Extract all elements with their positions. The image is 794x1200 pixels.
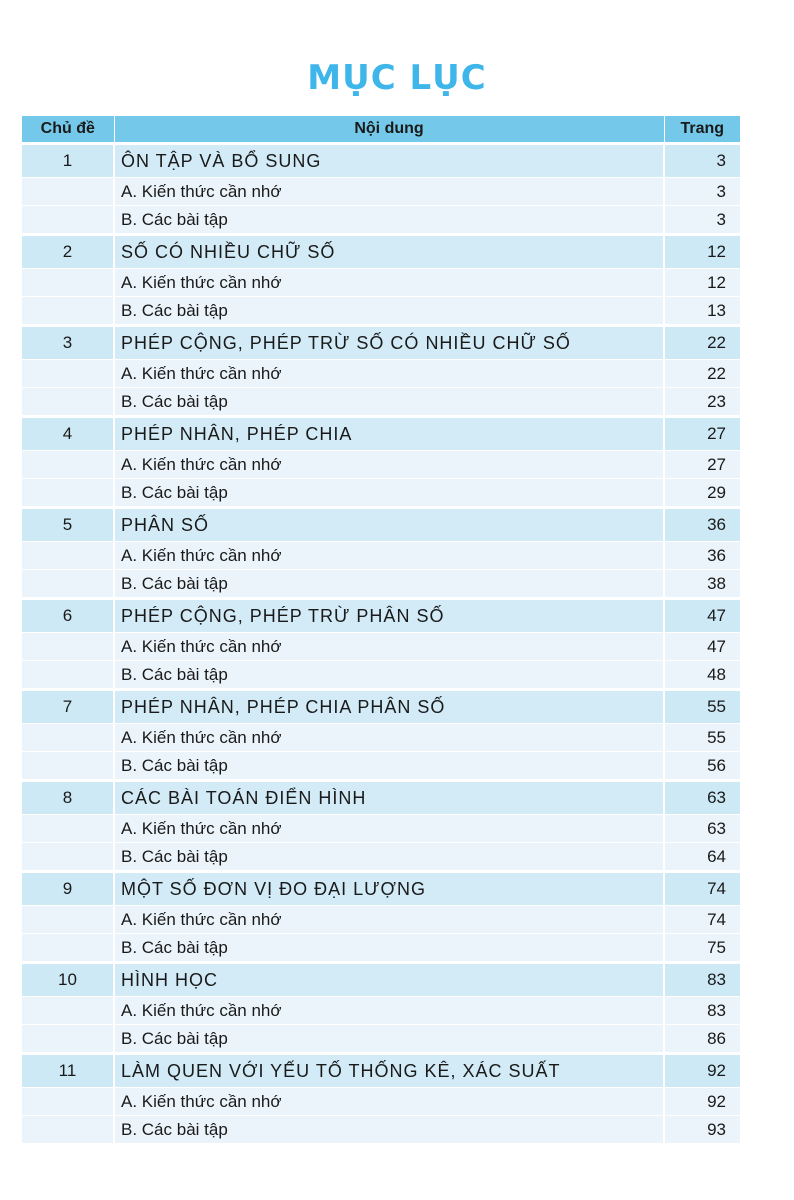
content-cell: LÀM QUEN VỚI YẾU TỐ THỐNG KÊ, XÁC SUẤT [114, 1054, 664, 1088]
topic-number: 9 [22, 872, 114, 906]
subtopic-row [22, 479, 740, 508]
topic-number: 6 [22, 599, 114, 633]
content-cell: CÁC BÀI TOÁN ĐIỂN HÌNH [114, 781, 664, 815]
page-number: 22 [664, 326, 740, 360]
page-number: 86 [664, 1025, 740, 1054]
page-number: 56 [664, 752, 740, 781]
content-cell: SỐ CÓ NHIỀU CHỮ SỐ [114, 235, 664, 269]
page-number: 3 [664, 144, 740, 178]
content-cell: PHÉP NHÂN, PHÉP CHIA PHÂN SỐ [114, 690, 664, 724]
page-number: 47 [664, 633, 740, 661]
content-cell: PHÉP NHÂN, PHÉP CHIA [114, 417, 664, 451]
header-content: Nội dung [114, 116, 664, 144]
page-number: 93 [664, 1116, 740, 1144]
content-cell: B. Các bài tập [114, 479, 664, 508]
content-cell: A. Kiến thức cần nhớ [114, 997, 664, 1025]
content-cell: MỘT SỐ ĐƠN VỊ ĐO ĐẠI LƯỢNG [114, 872, 664, 906]
content-cell: A. Kiến thức cần nhớ [114, 360, 664, 388]
subtopic-row [22, 934, 740, 963]
content-cell: B. Các bài tập [114, 388, 664, 417]
subtopic-row [22, 297, 740, 326]
topic-number [22, 1088, 114, 1116]
header-row [22, 116, 740, 144]
page-number: 47 [664, 599, 740, 633]
topic-number [22, 724, 114, 752]
page-number: 74 [664, 906, 740, 934]
content-cell: B. Các bài tập [114, 934, 664, 963]
subtopic-row [22, 269, 740, 297]
content-cell: A. Kiến thức cần nhớ [114, 542, 664, 570]
page-number: 27 [664, 451, 740, 479]
subtopic-row [22, 752, 740, 781]
content-cell: B. Các bài tập [114, 661, 664, 690]
page-number: 92 [664, 1054, 740, 1088]
topic-number [22, 661, 114, 690]
subtopic-row [22, 843, 740, 872]
content-cell: PHÉP CỘNG, PHÉP TRỪ PHÂN SỐ [114, 599, 664, 633]
subtopic-row [22, 997, 740, 1025]
topic-number [22, 843, 114, 872]
topic-number: 3 [22, 326, 114, 360]
content-cell: B. Các bài tập [114, 297, 664, 326]
content-cell: PHÂN SỐ [114, 508, 664, 542]
page-number: 22 [664, 360, 740, 388]
subtopic-row [22, 815, 740, 843]
topic-number: 8 [22, 781, 114, 815]
content-cell: B. Các bài tập [114, 752, 664, 781]
page-number: 13 [664, 297, 740, 326]
page-number: 12 [664, 269, 740, 297]
topic-number [22, 451, 114, 479]
content-cell: B. Các bài tập [114, 206, 664, 235]
page-number: 3 [664, 178, 740, 206]
content-cell: A. Kiến thức cần nhớ [114, 633, 664, 661]
subtopic-row [22, 1025, 740, 1054]
subtopic-row [22, 724, 740, 752]
page-number: 29 [664, 479, 740, 508]
topic-number [22, 206, 114, 235]
page-number: 36 [664, 508, 740, 542]
table-of-contents [22, 116, 740, 1143]
topic-number [22, 997, 114, 1025]
content-cell: B. Các bài tập [114, 570, 664, 599]
topic-number: 4 [22, 417, 114, 451]
content-cell: HÌNH HỌC [114, 963, 664, 997]
topic-number [22, 360, 114, 388]
topic-number [22, 388, 114, 417]
topic-row [22, 781, 740, 815]
topic-number [22, 906, 114, 934]
content-cell: PHÉP CỘNG, PHÉP TRỪ SỐ CÓ NHIỀU CHỮ SỐ [114, 326, 664, 360]
topic-number: 1 [22, 144, 114, 178]
subtopic-row [22, 570, 740, 599]
topic-row [22, 235, 740, 269]
content-cell: B. Các bài tập [114, 1116, 664, 1144]
page-number: 92 [664, 1088, 740, 1116]
topic-number [22, 542, 114, 570]
content-cell: A. Kiến thức cần nhớ [114, 815, 664, 843]
topic-number: 2 [22, 235, 114, 269]
subtopic-row [22, 633, 740, 661]
subtopic-row [22, 661, 740, 690]
subtopic-row [22, 906, 740, 934]
subtopic-row [22, 1116, 740, 1144]
content-cell: A. Kiến thức cần nhớ [114, 906, 664, 934]
page-number: 3 [664, 206, 740, 235]
subtopic-row [22, 542, 740, 570]
page-number: 23 [664, 388, 740, 417]
page-number: 12 [664, 235, 740, 269]
subtopic-row [22, 1088, 740, 1116]
topic-number: 11 [22, 1054, 114, 1088]
page-title: MỤC LỤC [307, 58, 487, 98]
content-cell: B. Các bài tập [114, 843, 664, 872]
topic-number [22, 934, 114, 963]
topic-number [22, 269, 114, 297]
topic-row [22, 326, 740, 360]
content-cell: B. Các bài tập [114, 1025, 664, 1054]
page-number: 48 [664, 661, 740, 690]
topic-number [22, 1116, 114, 1144]
subtopic-row [22, 451, 740, 479]
page-number: 63 [664, 781, 740, 815]
page-number: 27 [664, 417, 740, 451]
page-number: 64 [664, 843, 740, 872]
topic-row [22, 417, 740, 451]
topic-row [22, 1054, 740, 1088]
topic-number [22, 570, 114, 599]
content-cell: A. Kiến thức cần nhớ [114, 724, 664, 752]
topic-number [22, 178, 114, 206]
content-cell: A. Kiến thức cần nhớ [114, 178, 664, 206]
subtopic-row [22, 360, 740, 388]
content-cell: ÔN TẬP VÀ BỔ SUNG [114, 144, 664, 178]
page-number: 83 [664, 963, 740, 997]
topic-number: 5 [22, 508, 114, 542]
topic-number: 7 [22, 690, 114, 724]
topic-number [22, 479, 114, 508]
content-cell: A. Kiến thức cần nhớ [114, 451, 664, 479]
topic-row [22, 963, 740, 997]
page-number: 36 [664, 542, 740, 570]
page-number: 55 [664, 724, 740, 752]
topic-number [22, 633, 114, 661]
topic-row [22, 872, 740, 906]
subtopic-row [22, 388, 740, 417]
topic-number [22, 1025, 114, 1054]
page-number: 38 [664, 570, 740, 599]
topic-number: 10 [22, 963, 114, 997]
topic-number [22, 815, 114, 843]
header-topic: Chủ đề [22, 116, 114, 144]
topic-row [22, 508, 740, 542]
content-cell: A. Kiến thức cần nhớ [114, 269, 664, 297]
topic-number [22, 752, 114, 781]
topic-row [22, 599, 740, 633]
topic-row [22, 144, 740, 178]
page-number: 83 [664, 997, 740, 1025]
page-number: 75 [664, 934, 740, 963]
content-cell: A. Kiến thức cần nhớ [114, 1088, 664, 1116]
page-number: 74 [664, 872, 740, 906]
toc-body [22, 144, 740, 1144]
page-number: 63 [664, 815, 740, 843]
page-number: 55 [664, 690, 740, 724]
subtopic-row [22, 178, 740, 206]
subtopic-row [22, 206, 740, 235]
topic-row [22, 690, 740, 724]
header-page: Trang [664, 116, 740, 144]
topic-number [22, 297, 114, 326]
